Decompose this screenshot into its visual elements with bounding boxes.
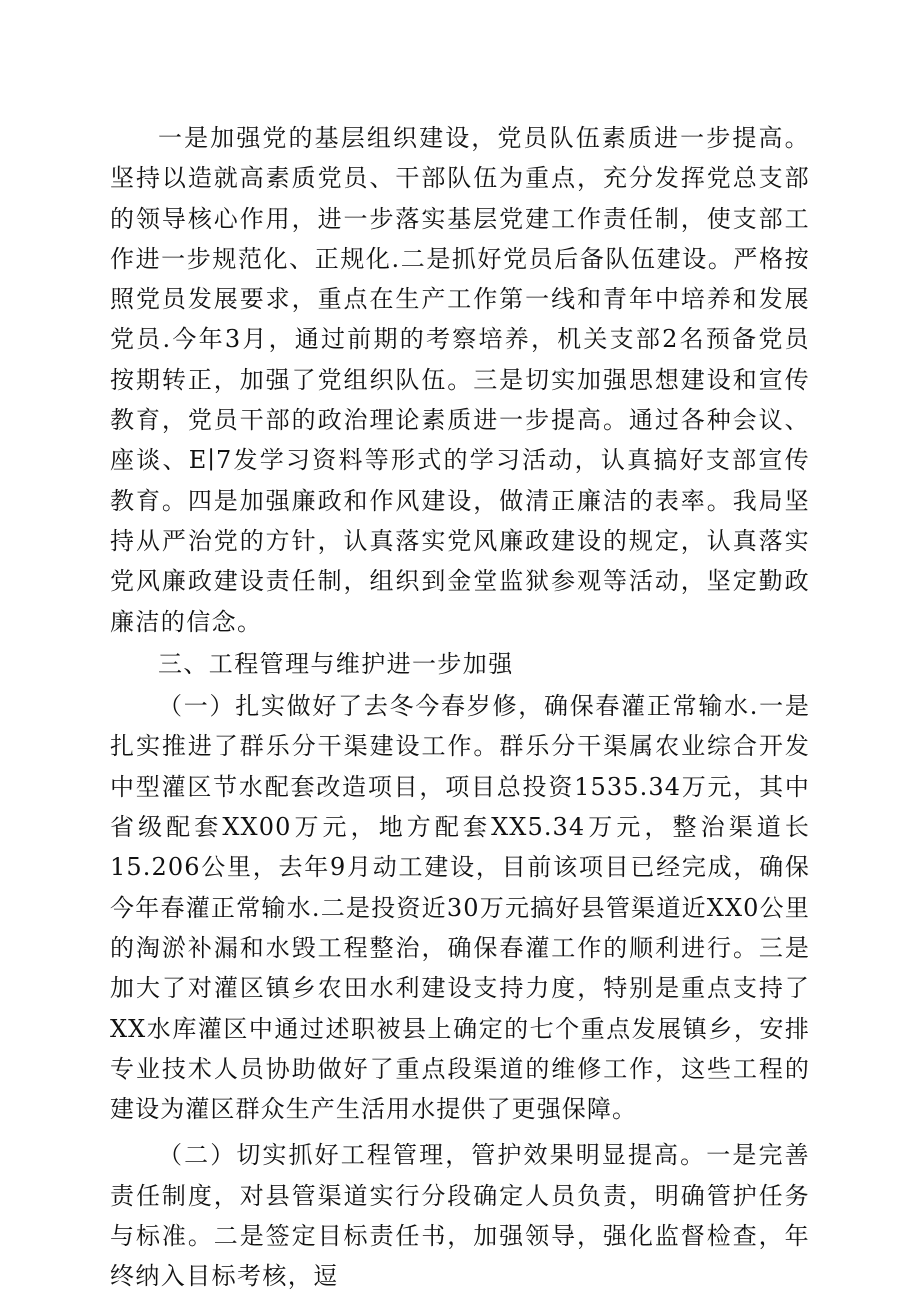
document-body xyxy=(110,118,810,1297)
section-heading-engineering: 三、工程管理与维护进一步加强 xyxy=(158,649,514,678)
paragraph-winter-repairs: （一）扎实做好了去冬今春岁修，确保春灌正常输水.一是扎实推进了群乐分干渠建设工作。群乐分干渠属农业综合开发中型灌区节水配套改造项目，项目总投资1535.34万元，其中省级配套XX00万元，地方配套XX5.34万元，整治渠道长15.206公里，去年9月动工建设，目前该项目已经完成，确保今年春灌正常输水.二是投资近30万元搞好县管渠道近XX0公里的淘淤补漏和水毁工程整治，确保春灌工作的顺利进行。三是加大了对灌区镇乡农田水利建设支持力度，特别是重点支持了XX水库灌区中通过述职被县上确定的七个重点发展镇乡，安排专业技术人员协助做好了重点段渠道的维修工作，这些工程的建设为灌区群众生产生活用水提供了更强保障。 xyxy=(110,692,810,1124)
paragraph-party-building: 一是加强党的基层组织建设，党员队伍素质进一步提高。坚持以造就高素质党员、干部队伍为重点，充分发挥党总支部的领导核心作用，进一步落实基层党建工作责任制，使支部工作进一步规范化、正规化.二是抓好党员后备队伍建设。严格按照党员发展要求，重点在生产工作第一线和青年中培养和发展党员.今年3月，通过前期的考察培养，机关支部2名预备党员按期转正，加强了党组织队伍。三是切实加强思想建设和宣传教育，党员干部的政治理论素质进一步提高。通过各种会议、座谈、E∣7发学习资料等形式的学习活动，认真搞好支部宣传教育。四是加强廉政和作风建设，做清正廉洁的表率。我局坚持从严治党的方针，认真落实党风廉政建设的规定，认真落实党风廉政建设责任制，组织到金堂监狱参观等活动，坚定勤政廉洁的信念。 xyxy=(110,124,810,636)
paragraph-engineering-management: （二）切实抓好工程管理，管护效果明显提高。一是完善责任制度，对县管渠道实行分段确定人员负责，明确管护任务与标准。二是签定目标责任书，加强领导，强化监督检查，年终纳入目标考核，逗 xyxy=(110,1141,810,1291)
